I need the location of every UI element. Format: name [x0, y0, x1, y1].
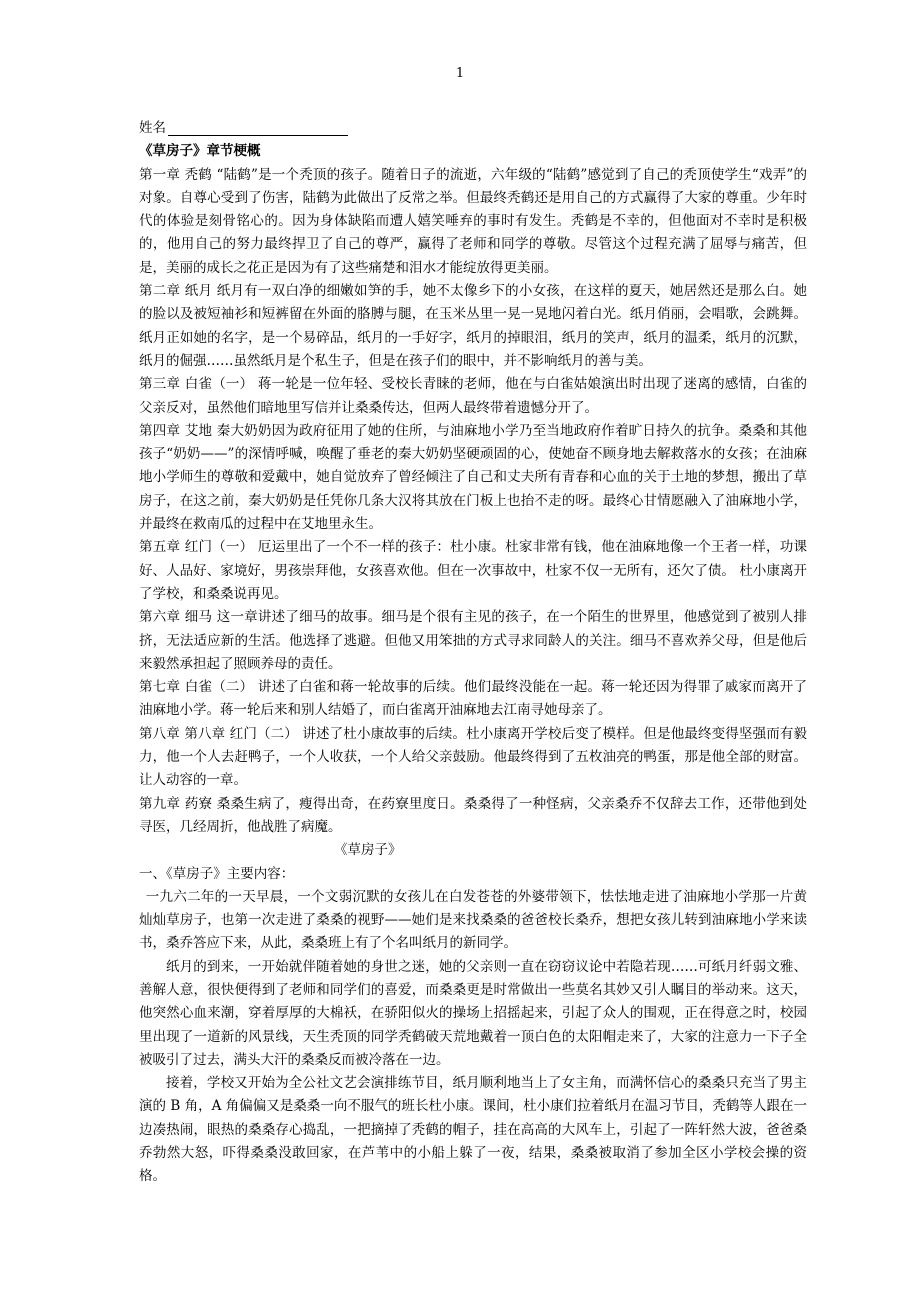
summary-paragraph: 接着，学校又开始为全公社文艺会演排练节目，纸月顺利地当上了女主角，而满怀信心的桑桑只充当了男主演的 B 角，A 角偏偏又是桑桑一向不服气的班长杜小康。课间，杜小康们拉着纸月在温习节目，秃鹤等人跟在一边凑热闹，眼热的桑桑存心捣乱，一把摘掉了秃鹤的帽子，挂在高高的大风车上，引起了一阵轩然大波，爸爸桑乔勃然大怒，吓得桑桑没敢回家，在芦苇中的小船上躲了一夜，结果，桑桑被取消了参加全区小学校会操的资格。: [139, 1075, 807, 1185]
chapter-2-summary: 第二章 纸月 纸月有一双白净的细嫩如笋的手，她不太像乡下的小女孩，在这样的夏天，她居然还是那么白。她的脸以及被短袖衫和短裤留在外面的胳膊与腿，在玉米丛里一晃一晃地闪着白光。纸月俏丽，会唱歌，会跳舞。纸月正如她的名字，是一个易碎品，纸月的一手好字，纸月的掉眼泪，纸月的笑声，纸月的温柔，纸月的沉默，纸月的倔强……虽然纸月是个私生子，但是在孩子们的眼中，并不影响纸月的善与美。: [139, 283, 807, 369]
page-number: 1: [455, 66, 465, 81]
document-body: [139, 117, 807, 1189]
chapter-7-summary: 第七章 白雀（二） 讲述了白雀和蒋一轮故事的后续。他们最终没能在一起。蒋一轮还因为得罪了戚家而离开了油麻地小学。蒋一轮后来和别人结婚了，而白雀离开油麻地去江南寻她母亲了。: [139, 679, 807, 719]
name-field: [139, 117, 807, 140]
document-title: 《草房子》章节梗概: [139, 143, 261, 160]
section-heading: 一、《草房子》主要内容：: [139, 865, 295, 882]
chapter-8-summary: 第八章 第八章 红门（二） 讲述了杜小康故事的后续。杜小康离开学校后变了模样。但是他最终变得坚强而有毅力，他一个人去赶鸭子，一个人收获，一个人给父亲鼓励。他最终得到了五枚油亮的鸭蛋，那是他全部的财富。让人动容的一章。: [139, 725, 807, 789]
summary-paragraph: 纸月的到来，一开始就伴随着她的身世之迷，她的父亲则一直在窃窃议论中若隐若现……可纸月纤弱文雅、善解人意，很快便得到了老师和同学们的喜爱，而桑桑更是时常做出一些莫名其妙又引人瞩目的举动来。这天，他突然心血来潮，穿着厚厚的大棉袄，在骄阳似火的操场上招摇起来，引起了众人的围观，正在得意之时，校园里出现了一道新的风景线，天生秃顶的同学秃鹤破天荒地戴着一顶白色的太阳帽走来了，大家的注意力一下子全被吸引了过去，满头大汗的桑桑反而被冷落在一边。: [139, 958, 807, 1068]
name-label: 姓名: [139, 120, 166, 136]
book-title: 《草房子》: [334, 842, 402, 859]
chapter-9-summary: 第九章 药寮 桑桑生病了，瘦得出奇，在药寮里度日。桑桑得了一种怪病，父亲桑乔不仅辞去工作，还带他到处寻医，几经周折，他战胜了病魔。: [139, 795, 807, 835]
chapter-6-summary: 第六章 细马 这一章讲述了细马的故事。细马是个很有主见的孩子，在一个陌生的世界里，他感觉到了被别人排挤，无法适应新的生活。他选择了逃避。但他又用笨拙的方式寻求同龄人的关注。细马不喜欢养父母，但是他后来毅然承担起了照顾养母的责任。: [139, 609, 807, 672]
chapter-1-summary: 第一章 秃鹤 “陆鹤”是一个秃顶的孩子。随着日子的流逝，六年级的“陆鹤”感觉到了自己的秃顶使学生“戏弄”的对象。自尊心受到了伤害，陆鹤为此做出了反常之举。但最终秃鹤还是用自己的方式赢得了大家的尊重。少年时代的体验是刻骨铭心的。因为身体缺陷而遭人嬉笑唾弃的事时有发生。秃鹤是不幸的，但他面对不幸时是积极的，他用自己的努力最终捍卫了自己的尊严，赢得了老师和同学的尊敬。尽管这个过程充满了屈辱与痛苦，但是，美丽的成长之花正是因为有了这些痛楚和泪水才能绽放得更美丽。: [139, 166, 807, 276]
chapter-5-summary: 第五章 红门（一） 厄运里出了一个不一样的孩子：杜小康。杜家非常有钱，他在油麻地像一个王者一样，功课好、人品好、家境好，男孩崇拜他，女孩喜欢他。但在一次事故中，杜家不仅一无所有，还欠了债。 杜小康离开了学校，和桑桑说再见。: [139, 539, 807, 602]
summary-paragraph: 一九六二年的一天早晨，一个文弱沉默的女孩儿在白发苍苍的外婆带领下，怯怯地走进了油麻地小学那一片黄灿灿草房子，也第一次走进了桑桑的视野——她们是来找桑桑的爸爸校长桑乔，想把女孩儿转到油麻地小学来读书，桑乔答应下来，从此，桑桑班上有了个名叫纸月的新同学。: [139, 888, 807, 952]
chapter-4-summary: 第四章 艾地 秦大奶奶因为政府征用了她的住所，与油麻地小学乃至当地政府作着旷日持久的抗争。桑桑和其他孩子“奶奶——”的深情呼喊，唤醒了垂老的秦大奶奶坚硬顽固的心，使她奋不顾身地去解救落水的女孩；在油麻地小学师生的尊敬和爱戴中，她自觉放弃了曾经倾注了自己和丈夫所有青春和心血的关于土地的梦想，搬出了草房子，在这之前，秦大奶奶是任凭你几条大汉将其放在门板上也抬不走的呀。最终心甘情愿融入了油麻地小学，并最终在救南瓜的过程中在艾地里永生。: [139, 422, 807, 533]
chapter-3-summary: 第三章 白雀（一） 蒋一轮是一位年轻、受校长青睐的老师，他在与白雀姑娘演出时出现了迷离的感情，白雀的父亲反对，虽然他们暗地里写信并让桑桑传达，但两人最终带着遗憾分开了。: [139, 376, 807, 416]
name-blank-line: [168, 119, 348, 136]
